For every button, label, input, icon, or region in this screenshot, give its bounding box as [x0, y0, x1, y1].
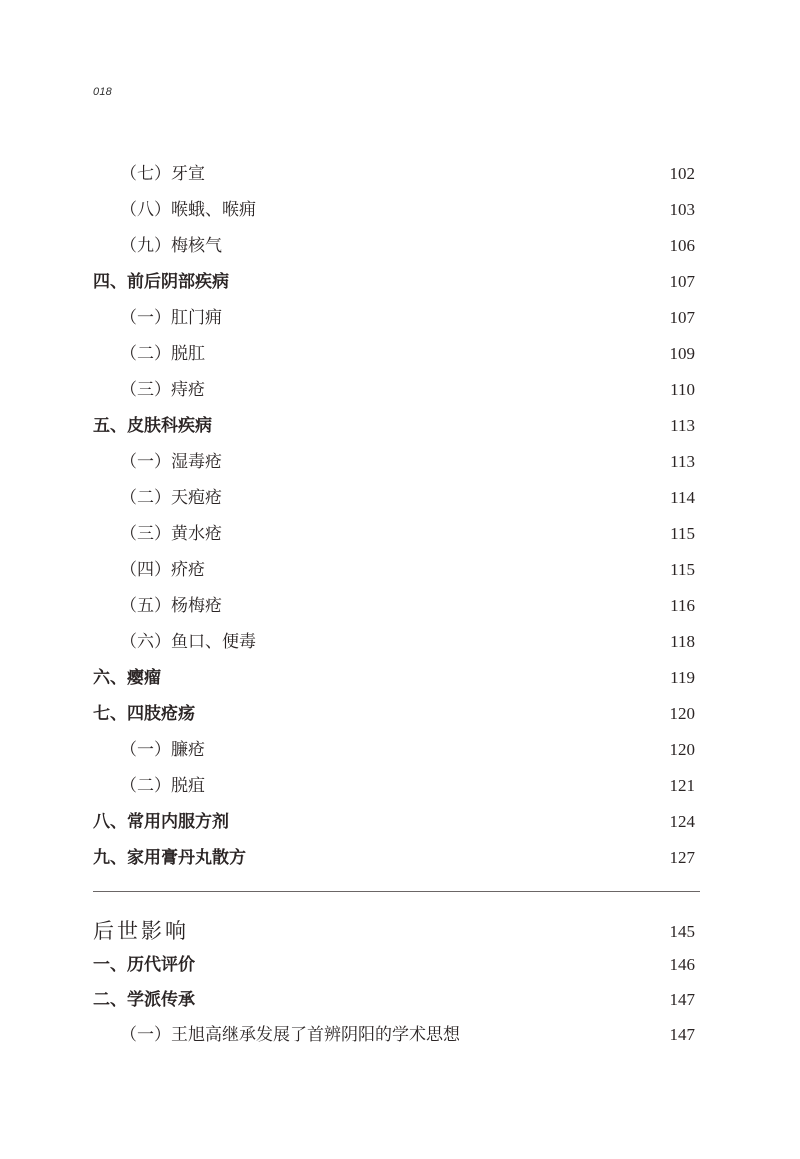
toc-entry[interactable]: [93, 232, 700, 268]
toc-entry-title: （二）脱疽: [120, 776, 205, 796]
toc-entry-title: （一）王旭高继承发展了首辨阴阳的学术思想: [120, 1025, 460, 1045]
toc-entry-page: 114: [670, 488, 695, 507]
toc-section-title: 六、瘿瘤: [93, 668, 161, 688]
toc-entry-title: （六）鱼口、便毒: [120, 632, 256, 652]
toc-entry[interactable]: [93, 376, 700, 412]
table-of-contents-next-chapter: [93, 915, 700, 1056]
toc-entry[interactable]: [93, 448, 700, 484]
toc-entry-page: 113: [670, 452, 695, 471]
toc-section-page: 124: [669, 812, 695, 831]
toc-section-title: 七、四肢疮疡: [93, 704, 195, 724]
table-of-contents: [93, 160, 700, 880]
page-number: 018: [93, 86, 112, 98]
toc-section-page: 127: [669, 848, 695, 867]
toc-section-page: 113: [670, 416, 695, 435]
toc-section-title: 二、学派传承: [93, 990, 195, 1010]
toc-section[interactable]: [93, 951, 700, 986]
toc-entry[interactable]: [93, 556, 700, 592]
toc-entry-page: 147: [669, 1025, 695, 1044]
toc-entry-page: 106: [669, 236, 695, 255]
toc-entry-title: （一）湿毒疮: [120, 452, 222, 472]
chapter-divider: [93, 891, 700, 892]
toc-entry-title: （三）黄水疮: [120, 524, 222, 544]
toc-section[interactable]: [93, 664, 700, 700]
toc-entry-page: 121: [669, 776, 695, 795]
toc-entry[interactable]: [93, 1021, 700, 1056]
toc-section[interactable]: [93, 844, 700, 880]
toc-entry-title: （四）疥疮: [120, 560, 205, 580]
toc-section[interactable]: [93, 700, 700, 736]
toc-section-page: 119: [670, 668, 695, 687]
toc-entry-page: 120: [669, 740, 695, 759]
toc-chapter-page: 145: [669, 922, 695, 941]
toc-section[interactable]: [93, 986, 700, 1021]
toc-entry[interactable]: [93, 736, 700, 772]
toc-entry-page: 109: [669, 344, 695, 363]
toc-section-page: 120: [669, 704, 695, 723]
toc-entry-page: 115: [670, 560, 695, 579]
toc-entry-page: 102: [669, 164, 695, 183]
toc-section[interactable]: [93, 412, 700, 448]
toc-chapter[interactable]: [93, 915, 700, 951]
toc-entry-title: （七）牙宣: [120, 164, 205, 184]
toc-entry[interactable]: [93, 592, 700, 628]
toc-entry-title: （二）脱肛: [120, 344, 205, 364]
toc-entry-title: （一）肛门痈: [120, 308, 222, 328]
toc-entry[interactable]: [93, 772, 700, 808]
toc-section-page: 107: [669, 272, 695, 291]
toc-section-title: 一、历代评价: [93, 955, 195, 975]
toc-entry-title: （九）梅核气: [120, 236, 222, 256]
toc-entry-page: 116: [670, 596, 695, 615]
toc-entry-title: （一）臁疮: [120, 740, 205, 760]
toc-entry[interactable]: [93, 340, 700, 376]
toc-section[interactable]: [93, 268, 700, 304]
toc-section-title: 八、常用内服方剂: [93, 812, 229, 832]
toc-section-title: 九、家用膏丹丸散方: [93, 848, 246, 868]
toc-chapter-title: 后世影响: [93, 919, 189, 943]
toc-entry[interactable]: [93, 484, 700, 520]
toc-entry-page: 103: [669, 200, 695, 219]
toc-entry[interactable]: [93, 304, 700, 340]
toc-entry-title: （二）天疱疮: [120, 488, 222, 508]
toc-section[interactable]: [93, 808, 700, 844]
toc-entry-title: （三）痔疮: [120, 380, 205, 400]
toc-section-title: 五、皮肤科疾病: [93, 416, 212, 436]
toc-entry[interactable]: [93, 628, 700, 664]
toc-entry[interactable]: [93, 196, 700, 232]
toc-section-page: 146: [669, 955, 695, 974]
toc-section-title: 四、前后阴部疾病: [93, 272, 229, 292]
toc-entry-title: （八）喉蛾、喉痈: [120, 200, 256, 220]
toc-entry[interactable]: [93, 160, 700, 196]
toc-entry-title: （五）杨梅疮: [120, 596, 222, 616]
toc-entry-page: 107: [669, 308, 695, 327]
toc-section-page: 147: [669, 990, 695, 1009]
toc-entry-page: 118: [670, 632, 695, 651]
toc-entry-page: 110: [670, 380, 695, 399]
toc-entry-page: 115: [670, 524, 695, 543]
toc-entry[interactable]: [93, 520, 700, 556]
